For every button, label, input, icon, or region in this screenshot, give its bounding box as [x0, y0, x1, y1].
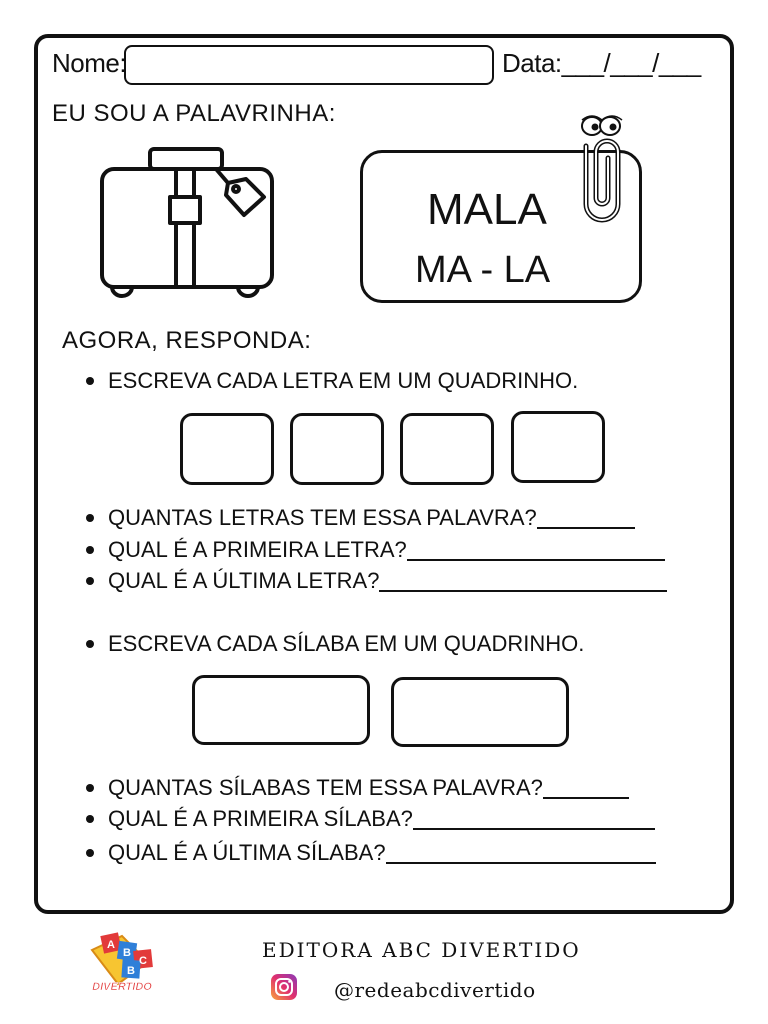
syllable-box-2[interactable] [391, 677, 569, 747]
name-label: Nome: [52, 48, 127, 78]
bullet-dot [86, 849, 94, 857]
bullet-dot [86, 577, 94, 585]
answer-line[interactable] [386, 842, 656, 864]
publisher-name: EDITORA ABC DIVERTIDO [262, 938, 581, 962]
answer-line[interactable] [379, 570, 667, 592]
question-first-syllable: QUAL É A PRIMEIRA SÍLABA? [108, 806, 413, 831]
letter-box-4[interactable] [511, 411, 605, 483]
logo-letter: C [139, 955, 147, 967]
paperclip-icon [566, 112, 640, 224]
syllables-text: MA - LA [415, 249, 551, 291]
list-item [86, 840, 656, 866]
question-first-letter: QUAL É A PRIMEIRA LETRA? [108, 537, 407, 562]
answer-line[interactable] [537, 507, 635, 529]
bullet-dot [86, 815, 94, 823]
letter-box-1[interactable] [180, 413, 274, 485]
social-handle[interactable]: @redeabcdivertido [334, 978, 536, 1002]
list-item [86, 568, 667, 594]
answer-line[interactable] [407, 539, 665, 561]
bullet-dot [86, 377, 94, 385]
letter-box-2[interactable] [290, 413, 384, 485]
suitcase-icon [98, 143, 278, 303]
list-item [86, 368, 578, 394]
logo-text: DIVERTIDO [92, 981, 152, 993]
question-last-syllable: QUAL É A ÚLTIMA SÍLABA? [108, 840, 386, 865]
syllables-prompt: ESCREVA CADA SÍLABA EM UM QUADRINHO. [108, 631, 585, 656]
answer-line[interactable] [543, 777, 629, 799]
question-letters-count: QUANTAS LETRAS TEM ESSA PALAVRA? [108, 505, 537, 530]
bullet-dot [86, 784, 94, 792]
list-item [86, 505, 635, 531]
list-item [86, 775, 629, 801]
bullet-dot [86, 546, 94, 554]
syllable-box-1[interactable] [192, 675, 370, 745]
letter-box-3[interactable] [400, 413, 494, 485]
list-item [86, 806, 655, 832]
bullet-dot [86, 514, 94, 522]
logo-letter: B [127, 965, 135, 977]
list-item [86, 537, 665, 563]
publisher-logo [78, 928, 168, 1002]
instagram-icon[interactable] [270, 973, 298, 1001]
question-last-letter: QUAL É A ÚLTIMA LETRA? [108, 568, 380, 593]
intro-title: EU SOU A PALAVRINHA: [52, 100, 336, 127]
question-syllables-count: QUANTAS SÍLABAS TEM ESSA PALAVRA? [108, 775, 543, 800]
bullet-dot [86, 640, 94, 648]
word-text: MALA [427, 185, 547, 234]
list-item [86, 631, 584, 657]
logo-letter: B [123, 947, 131, 959]
date-label: Data:___/___/___ [502, 48, 701, 78]
name-field[interactable] [124, 45, 494, 85]
answer-line[interactable] [413, 808, 655, 830]
logo-letter: A [107, 939, 115, 951]
letters-prompt: ESCREVA CADA LETRA EM UM QUADRINHO. [108, 368, 579, 393]
questions-title: AGORA, RESPONDA: [62, 327, 312, 354]
